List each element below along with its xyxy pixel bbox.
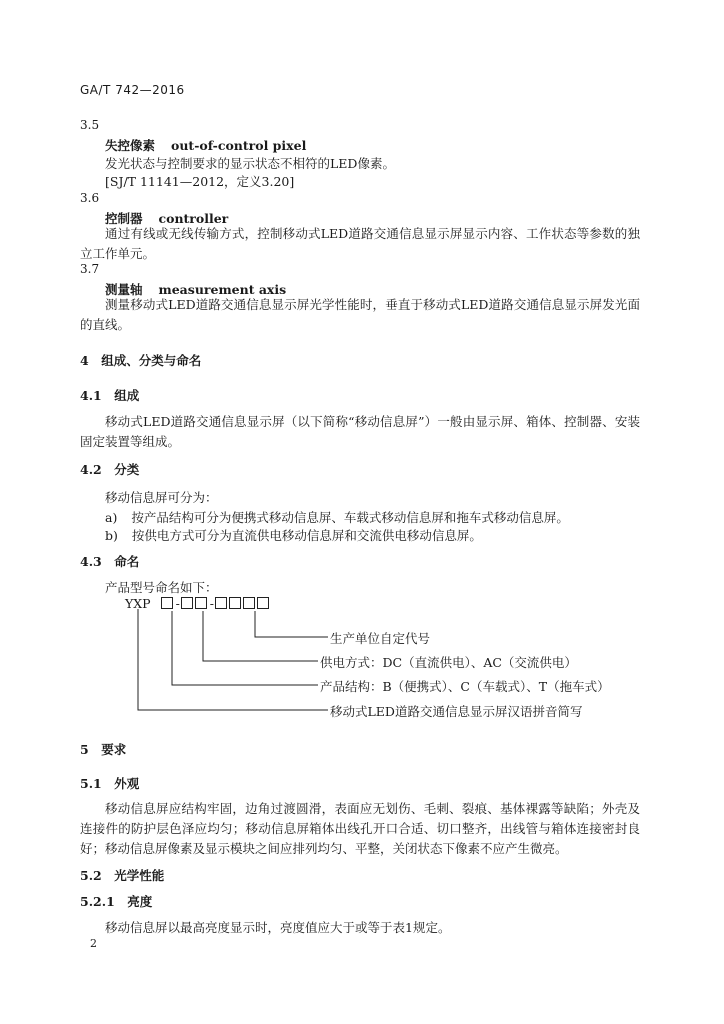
paragraph-5-1: 移动信息屏应结构牢固，边角过渡圆滑，表面应无划伤、毛刺、裂痕、基体裸露等缺陷；外壳及连接件的防护层色泽应均匀；移动信息屏箱体出线孔开口合适、切口整齐，出线管与箱体连接密封良好；移动信息屏像素及显示模块之间应排列均匀、平整，关闭状态下像素不应产生微亮。 [80,801,640,856]
paragraph-5-2-1: 移动信息屏以最高亮度显示时，亮度值应大于或等于表1规定。 [105,920,451,935]
term-en: out-of-control pixel [171,138,307,153]
term-en: controller [158,211,229,226]
section-title-4-2: 4.2 分类 [80,462,140,477]
section-title-5-2-1: 5.2.1 亮度 [80,894,153,909]
definition-3-5: 发光状态与控制要求的显示状态不相符的LED像素。 [105,156,395,171]
clause-number-3-7: 3.7 [80,262,100,276]
list-text: 按产品结构可分为便携式移动信息屏、车载式移动信息屏和拖车式移动信息屏。 [131,510,569,525]
naming-label-structure: 产品结构：B（便携式）、C（车载式）、T（拖车式） [320,679,610,694]
chapter-title-4: 4 组成、分类与命名 [80,353,202,368]
term-zh: 测量轴 [105,282,143,297]
paragraph-4-2-intro: 移动信息屏可分为： [105,490,218,505]
standard-code-header: GA/T 742—2016 [80,83,185,97]
section-title-4-1: 4.1 组成 [80,388,140,403]
naming-label-power-supply: 供电方式：DC（直流供电）、AC（交流供电） [320,655,577,670]
clause-number-3-5: 3.5 [80,118,100,132]
term-en: measurement axis [158,282,287,297]
naming-label-manufacturer-code: 生产单位自定代号 [330,631,431,646]
clause-number-3-6: 3.6 [80,191,100,205]
naming-label-abbreviation: 移动式LED道路交通信息显示屏汉语拼音简写 [330,704,583,719]
list-text: 按供电方式可分为直流供电移动信息屏和交流供电移动信息屏。 [131,528,482,543]
definition-3-6: 通过有线或无线传输方式，控制移动式LED道路交通信息显示屏显示内容、工作状态等参数的独立工作单元。 [80,226,640,261]
section-title-5-2: 5.2 光学性能 [80,868,165,883]
list-marker: a) [105,510,118,525]
page-number: 2 [90,937,97,950]
term-zh: 控制器 [105,211,143,226]
section-title-5-1: 5.1 外观 [80,776,140,791]
paragraph-4-3-intro: 产品型号命名如下： [105,580,218,595]
model-code: YXP - - [125,596,271,611]
model-prefix: YXP [125,596,151,611]
definition-3-7: 测量移动式LED道路交通信息显示屏光学性能时，垂直于移动式LED道路交通信息显示屏发光面的直线。 [80,297,640,332]
list-marker: b) [105,528,118,543]
paragraph-4-1: 移动式LED道路交通信息显示屏（以下简称“移动信息屏”）一般由显示屏、箱体、控制器、安装固定装置等组成。 [80,414,640,449]
term-zh: 失控像素 [105,138,156,153]
reference-3-5: [SJ/T 11141—2012，定义3.20] [105,174,295,189]
chapter-title-5: 5 要求 [80,742,127,757]
section-title-4-3: 4.3 命名 [80,554,140,569]
